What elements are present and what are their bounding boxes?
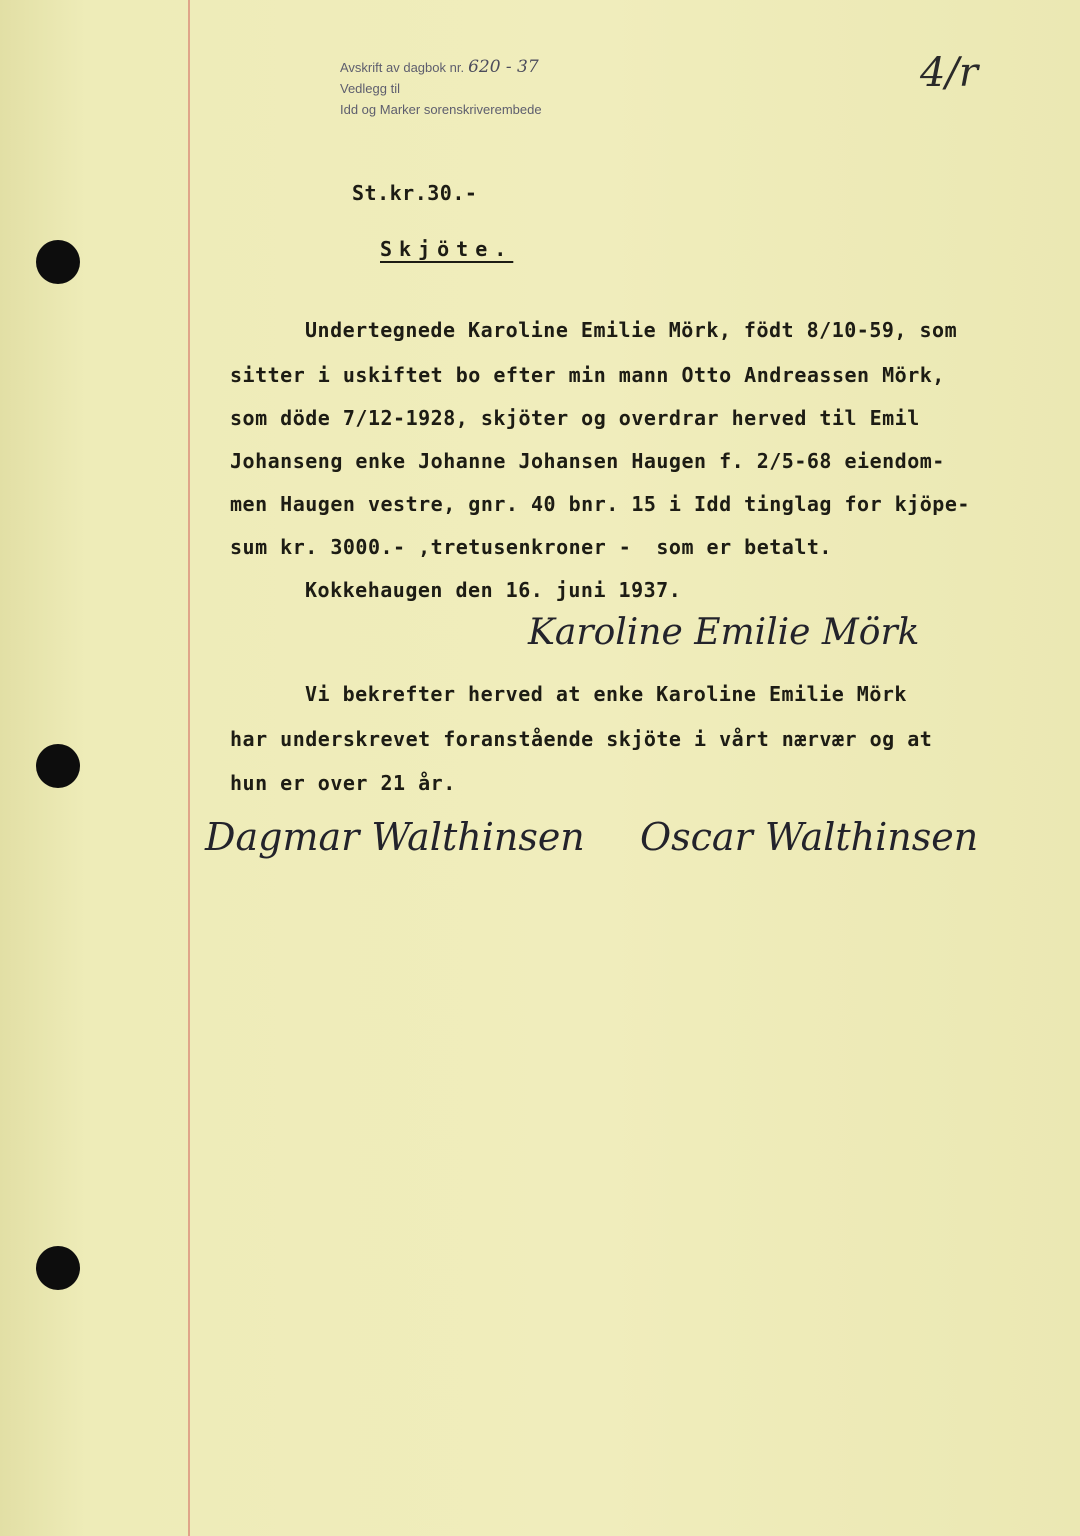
punch-hole-bottom <box>36 1246 80 1290</box>
paragraph2-line: har underskrevet foranstående skjöte i vårt nærvær og at <box>230 727 933 751</box>
witness2-signature: Oscar Walthinsen <box>640 815 979 859</box>
stamp-line-3: Idd og Marker sorenskriverembede <box>340 102 542 117</box>
punch-hole-top <box>36 240 80 284</box>
stamp-dagbok: dagbok nr. <box>403 60 465 75</box>
seller-signature: Karoline Emilie Mörk <box>528 612 920 653</box>
stamp-duty: St.kr.30.- <box>352 181 478 205</box>
margin-rule <box>188 0 190 1536</box>
paragraph1-line: sitter i uskiftet bo efter min mann Otto Andreassen Mörk, <box>230 363 945 387</box>
paragraph2-line: Vi bekrefter herved at enke Karoline Emilie Mörk <box>305 682 907 706</box>
punch-hole-middle <box>36 744 80 788</box>
page-number: 4/r <box>920 50 979 96</box>
paragraph2-line: hun er over 21 år. <box>230 771 456 795</box>
paragraph1-line: som döde 7/12-1928, skjöter og overdrar herved til Emil <box>230 406 920 430</box>
registry-stamp <box>340 57 542 120</box>
document-title: Skjöte. <box>380 237 514 261</box>
witness1-signature: Dagmar Walthinsen <box>205 815 585 859</box>
stamp-label: Avskrift av <box>340 60 400 75</box>
paragraph1-line: Johanseng enke Johanne Johansen Haugen f. 2/5-68 eiendom- <box>230 449 945 473</box>
place-date: Kokkehaugen den 16. juni 1937. <box>305 578 682 602</box>
paragraph1-line: men Haugen vestre, gnr. 40 bnr. 15 i Idd tinglag for kjöpe- <box>230 492 970 516</box>
stamp-dagbok-number: 620 - 37 <box>468 57 539 77</box>
paragraph1-line: sum kr. 3000.- ,tretusenkroner - som er betalt. <box>230 535 832 559</box>
paragraph1-line: Undertegnede Karoline Emilie Mörk, födt 8/10-59, som <box>305 318 958 342</box>
stamp-line-2: Vedlegg til <box>340 81 400 96</box>
